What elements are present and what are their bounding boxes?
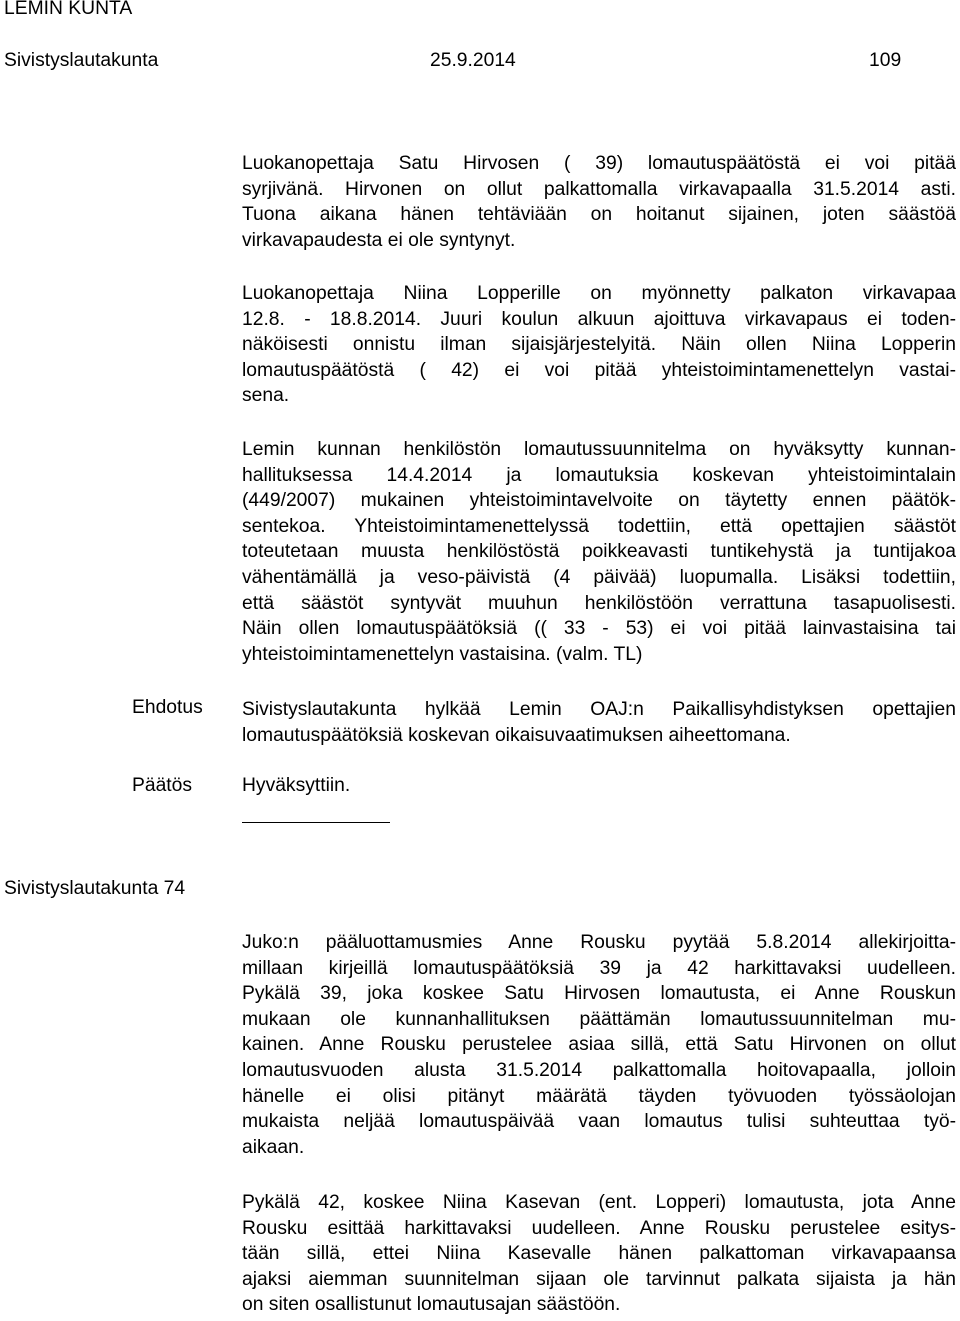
text-line: Tuona aikana hänen tehtäviään on hoitanut sijainen, joten säästöä [242,204,956,226]
text-line: Luokanopettaja Satu Hirvosen ( 39) lomautuspäätöstä ei voi pitää [242,153,956,174]
text-line: syrjivänä. Hirvonen on ollut palkattomalla virkavapaalla 31.5.2014 asti. [242,178,956,200]
text-line: Juko:n pääluottamusmies Anne Rousku pyytää 5.8.2014 allekirjoitta- [242,932,956,953]
text-line: että säästöt syntyvät muuhun henkilöstöön verrattuna tasapuolisesti. [242,592,956,614]
text-line: Sivistyslautakunta hylkää Lemin OAJ:n Paikallisyhdistyksen opettajien [242,699,956,720]
text-line: Pykälä 39, joka koskee Satu Hirvosen lomautusta, ei Anne Rouskun [242,983,956,1005]
text-line: kainen. Anne Rousku perustelee asiaa sillä, että Satu Hirvonen on ollut [242,1034,956,1056]
meeting-date: 25.9.2014 [430,50,516,71]
decision-text: Hyväksyttiin. [242,775,351,796]
paragraph-lopperi [242,281,956,409]
decision-label: Päätös [132,775,193,796]
page-number: 109 [869,50,902,71]
text-line: Pykälä 42, koskee Niina Kasevan (ent. Lopperi) lomautusta, jota Anne [242,1192,956,1213]
text-line: mukaan ole kunnanhallituksen päättämän lomautussuunnitelman mu- [242,1008,956,1030]
paragraph-hirvonen [242,151,956,253]
paragraph-rousku-request [242,930,956,1160]
text-line: mukaista neljää lomautuspäivää vaan lomautus tulisi suhteuttaa työ- [242,1111,956,1133]
section-74-heading: Sivistyslautakunta 74 [4,878,186,899]
paragraph-kaseva [242,1190,956,1318]
committee-name: Sivistyslautakunta [4,50,159,71]
text-line: hallituksessa 14.4.2014 ja lomautuksia koskevan yhteistoimintalain [242,464,956,486]
text-line: Rousku esittää harkittavaksi uudelleen. Anne Rousku perustelee esitys- [242,1217,956,1239]
text-line: virkavapaudesta ei ole syntynyt. [242,229,516,251]
text-line: Lemin kunnan henkilöstön lomautussuunnitelma on hyväksytty kunnan- [242,439,956,460]
proposal-text [242,697,956,748]
text-line: hänelle ei olisi pitänyt määrätä täyden työvuoden työssäolojan [242,1085,956,1107]
text-line: ajaksi aiemman suunnitelman sijaan ole tarvinnut palkata sijaista ja hän [242,1268,956,1290]
text-line: näköisesti onnistu ilman sijaisjärjestelyitä. Näin ollen Niina Lopperin [242,334,956,356]
text-line: 12.8. - 18.8.2014. Juuri koulun alkuun ajoittuva virkavapaus ei toden- [242,308,956,330]
text-line: Näin ollen lomautuspäätöksiä (( 33 - 53) ei voi pitää lainvastaisina tai [242,618,956,640]
text-line: tään sillä, ettei Niina Kasevalle hänen palkattoman virkavapaansa [242,1243,956,1265]
text-line: (449/2007) mukainen yhteistoimintavelvoite on täytetty ennen päätök- [242,490,956,512]
text-line: lomautusvuoden alusta 31.5.2014 palkattomalla hoitovapaalla, jolloin [242,1059,956,1081]
text-line: Luokanopettaja Niina Lopperille on myönnetty palkaton virkavapaa [242,283,956,304]
text-line: millaan kirjeillä lomautuspäätöksiä 39 ja 42 harkittavaksi uudelleen. [242,957,956,979]
text-line: sena. [242,385,290,407]
text-line: lomautuspäätöksiä koskevan oikaisuvaatimuksen aiheettomana. [242,724,791,746]
proposal-label: Ehdotus [132,697,203,718]
text-line: toteutetaan muusta henkilöstöstä poikkeavasti tuntikehystä ja tuntijakoa [242,541,956,563]
organization-name: LEMIN KUNTA [4,0,133,19]
text-line: on siten osallistunut lomautusajan säästöön. [242,1294,621,1316]
text-line: vähentämällä ja veso-päivistä (4 päivää) luopumalla. Lisäksi todettiin, [242,566,956,588]
text-line: yhteistoimintamenettelyn vastaisina. (valm. TL) [242,643,643,665]
paragraph-lomautussuunnitelma [242,437,956,667]
text-line: lomautuspäätöstä ( 42) ei voi pitää yhteistoimintamenettelyn vastai- [242,359,956,381]
section-divider [242,822,390,823]
text-line: aikaan. [242,1136,305,1158]
text-line: sentekoa. Yhteistoimintamenettelyssä todettiin, että opettajien säästöt [242,515,956,537]
